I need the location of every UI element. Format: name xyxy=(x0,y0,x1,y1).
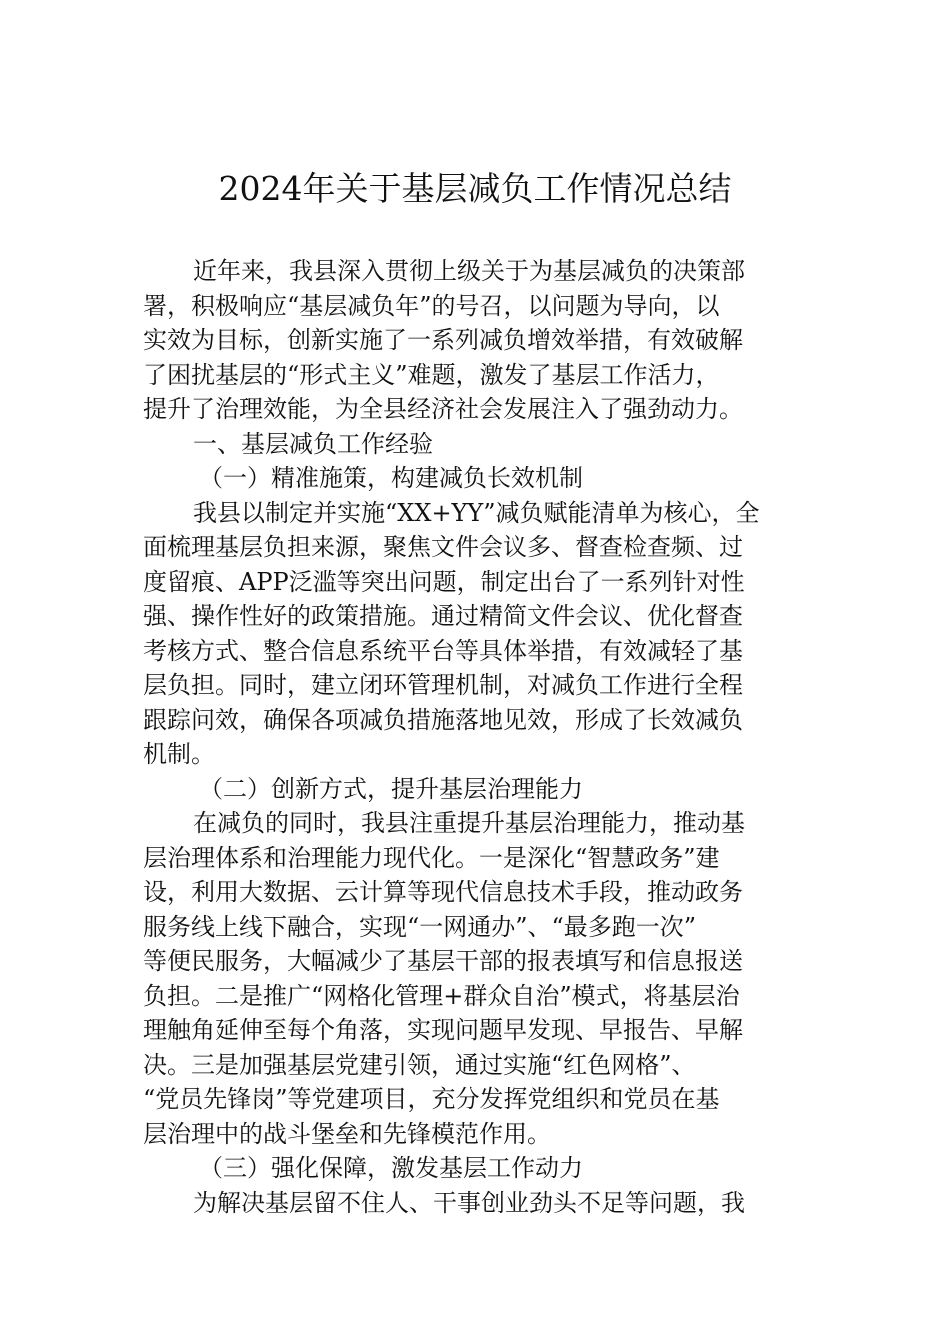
paragraph-line: 决。三是加强基层党建引领，通过实施“红色网格”、 xyxy=(143,1050,696,1079)
paragraph-line: 跟踪问效，确保各项减负措施落地见效，形成了长效减负 xyxy=(143,705,743,734)
paragraph-line: 为解决基层留不住人、干事创业劲头不足等问题，我 xyxy=(193,1188,745,1217)
paragraph-line: 我县以制定并实施“XX+YY”减负赋能清单为核心，全 xyxy=(193,498,760,527)
paragraph-line: 面梳理基层负担来源，聚焦文件会议多、督查检查频、过 xyxy=(143,533,743,561)
document-title: 2024年关于基层减负工作情况总结 xyxy=(218,169,732,208)
paragraph-line: 署，积极响应“基层减负年”的号召，以问题为导向，以 xyxy=(143,291,720,320)
paragraph-line: 等便民服务，大幅减少了基层干部的报表填写和信息报送 xyxy=(143,947,743,975)
paragraph-line: 度留痕、APP泛滥等突出问题，制定出台了一系列针对性 xyxy=(143,567,745,596)
subsection-heading: （二）创新方式，提升基层治理能力 xyxy=(199,774,583,803)
paragraph-line: 了困扰基层的“形式主义”难题，激发了基层工作活力， xyxy=(143,360,720,389)
paragraph-line: “党员先锋岗”等党建项目，充分发挥党组织和党员在基 xyxy=(143,1085,720,1113)
paragraph-line: 考核方式、整合信息系统平台等具体举措，有效减轻了基 xyxy=(143,636,743,665)
paragraph-line: 近年来，我县深入贯彻上级关于为基层减负的决策部 xyxy=(193,257,745,285)
paragraph-line: 在减负的同时，我县注重提升基层治理能力，推动基 xyxy=(193,809,745,837)
paragraph-line: 层治理体系和治理能力现代化。一是深化“智慧政务”建 xyxy=(143,843,720,872)
subsection-heading: （三）强化保障，激发基层工作动力 xyxy=(199,1154,583,1182)
section-heading: 一、基层减负工作经验 xyxy=(193,429,433,458)
paragraph-line: 负担。二是推广“网格化管理+群众自治”模式，将基层治 xyxy=(143,981,740,1010)
document-body xyxy=(143,254,807,1220)
paragraph-line: 层治理中的战斗堡垒和先锋模范作用。 xyxy=(143,1119,551,1148)
paragraph-line: 理触角延伸至每个角落，实现问题早发现、早报告、早解 xyxy=(143,1016,743,1044)
paragraph-line: 服务线上线下融合，实现“一网通办”、“最多跑一次” xyxy=(143,912,697,941)
paragraph-line: 设，利用大数据、云计算等现代信息技术手段，推动政务 xyxy=(143,878,743,906)
subsection-heading: （一）精准施策，构建减负长效机制 xyxy=(199,464,583,492)
paragraph-line: 提升了治理效能，为全县经济社会发展注入了强劲动力。 xyxy=(143,395,743,423)
paragraph-line: 实效为目标，创新实施了一系列减负增效举措，有效破解 xyxy=(143,326,743,354)
paragraph-line: 强、操作性好的政策措施。通过精简文件会议、优化督查 xyxy=(143,602,743,630)
paragraph-line: 层负担。同时，建立闭环管理机制，对减负工作进行全程 xyxy=(143,671,743,699)
paragraph-line: 机制。 xyxy=(143,740,215,768)
